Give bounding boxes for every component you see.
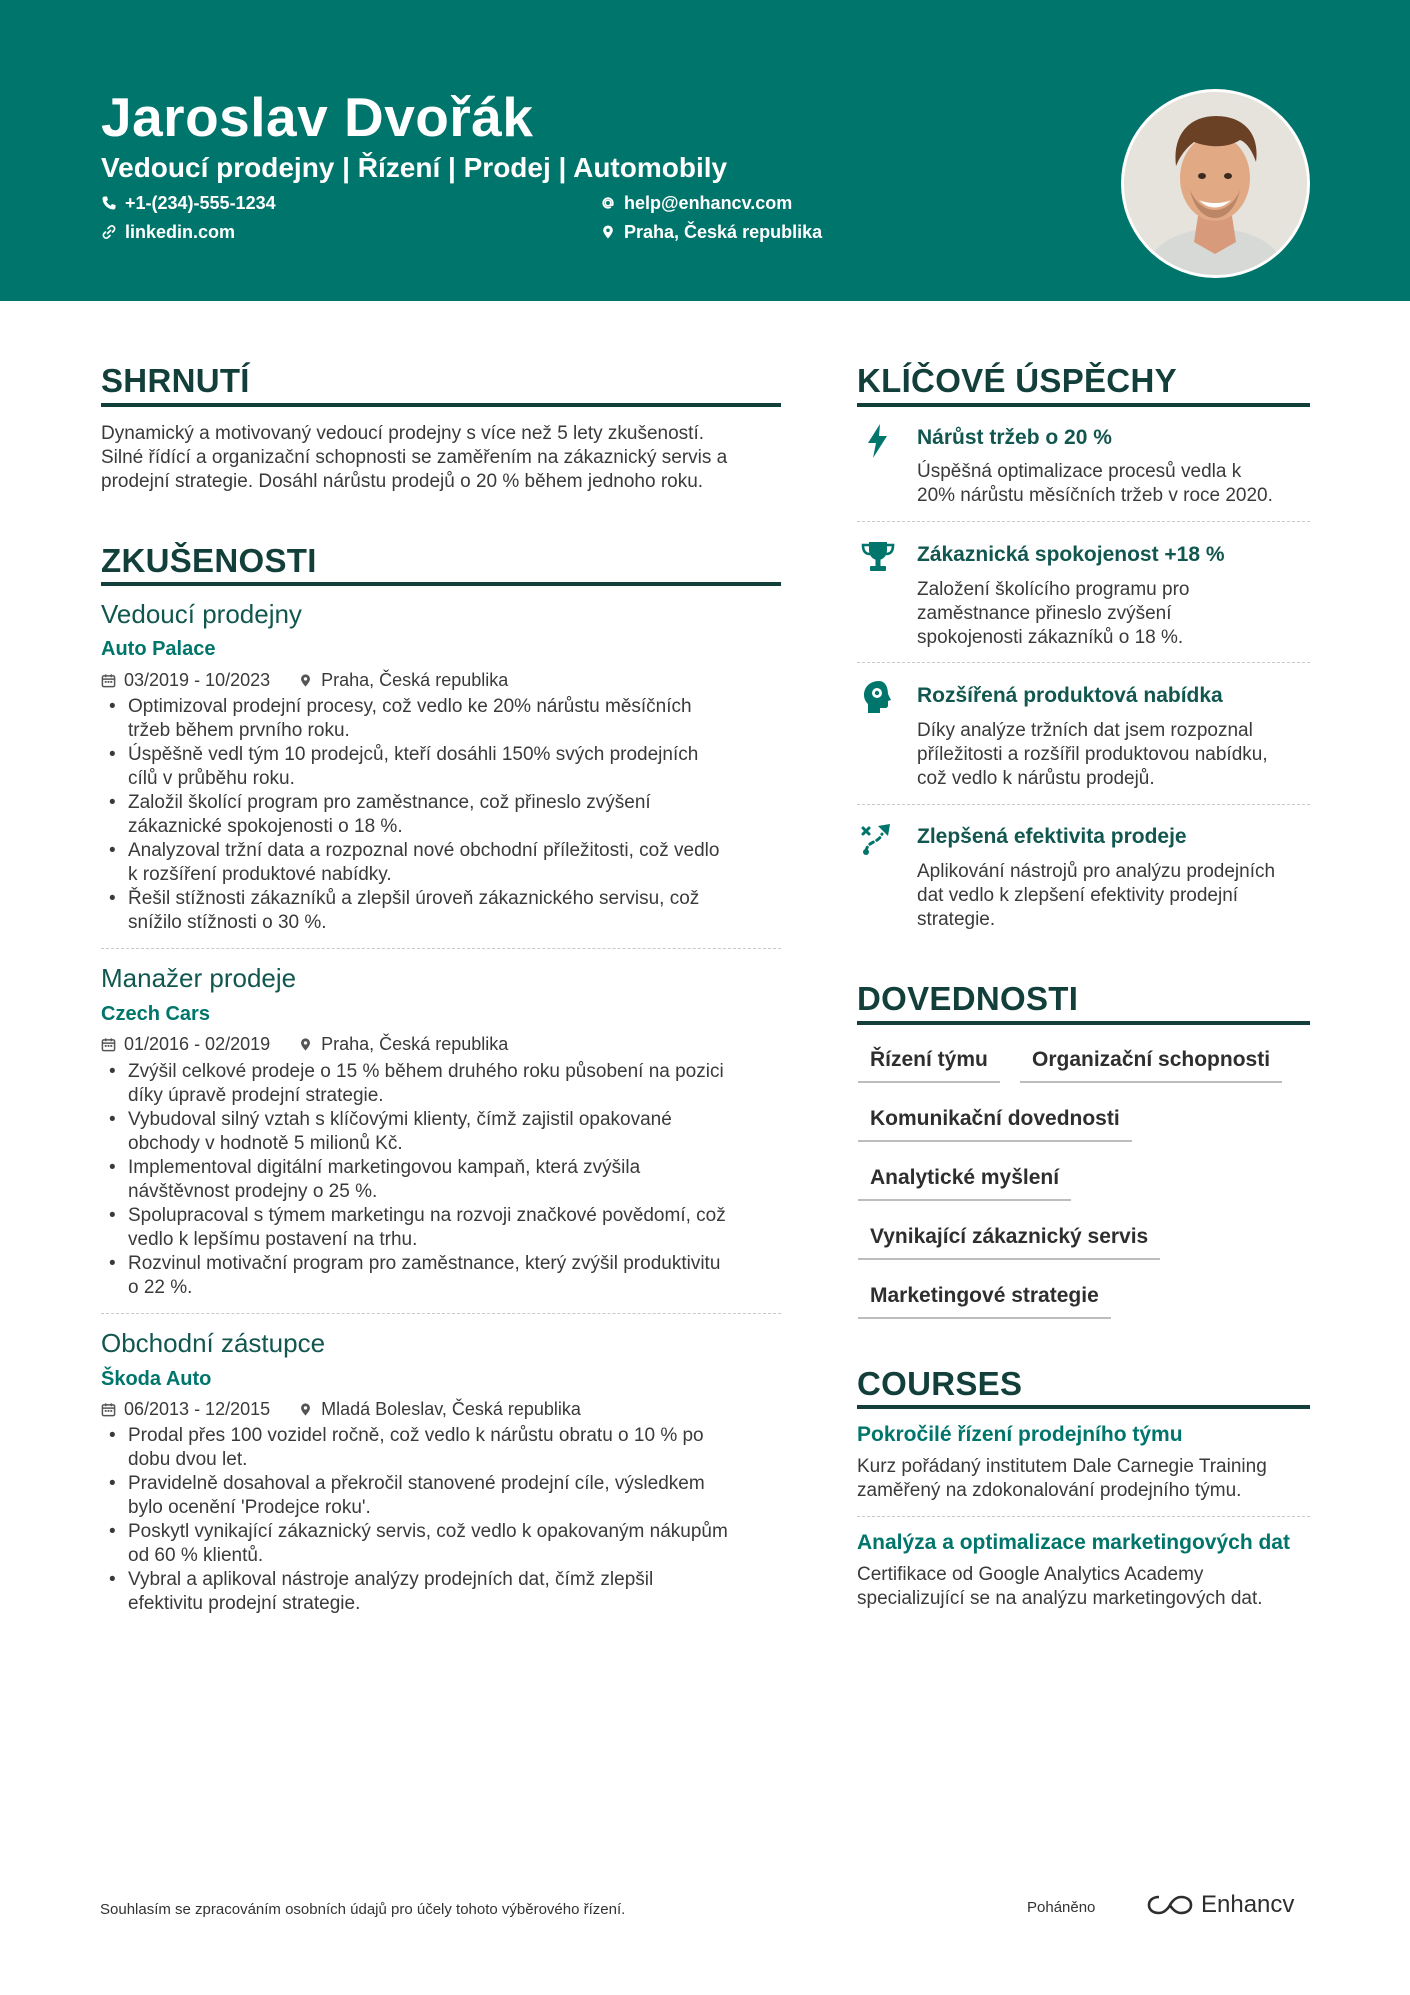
bullet-item: • Poskytl vynikající zákaznický servis, což vedlo k opakovaným nákupům od 60 % klientů.: [101, 1520, 781, 1568]
summary-text: [101, 422, 791, 494]
bullet-item: • Založil školící program pro zaměstnance, což přineslo zvýšení zákaznické spokojenosti o 18 %.: [101, 791, 781, 839]
bullet-item: • Vybudoval silný vztah s klíčovými klienty, čímž zajistil opakované obchody v hodnotě 5 milionů Kč.: [101, 1108, 781, 1156]
location-pin-icon: [600, 224, 616, 240]
summary-line: Silné řídící a organizační schopnosti se zaměřením na zákaznický servis a: [101, 447, 728, 468]
candidate-title: Vedoucí prodejny | Řízení | Prodej | Automobily: [101, 152, 728, 183]
job-title: Manažer prodeje: [101, 963, 297, 993]
bullet-item: • Úspěšně vedl tým 10 prodejců, kteří dosáhli 150% svých prodejních cílů v průběhu roku.: [101, 743, 781, 791]
enhancv-logo[interactable]: [1147, 1890, 1294, 1920]
achievement-title: Zlepšená efektivita prodeje: [917, 825, 1187, 848]
courses-rule: [857, 1405, 1310, 1409]
achievement-title: Zákaznická spokojenost +18 %: [917, 543, 1225, 566]
job-meta: [101, 1032, 536, 1056]
enhancv-logo-icon: [1147, 1893, 1193, 1917]
company-name: Auto Palace: [101, 638, 216, 660]
job-dates: 06/2013 - 12/2015: [124, 1399, 271, 1419]
at-icon: [600, 195, 616, 211]
email-text: help@enhancv.com: [624, 193, 793, 213]
location-text: Praha, Česká republika: [624, 222, 823, 242]
skill-tag: Marketingové strategie: [858, 1283, 1111, 1319]
job-location: Praha, Česká republika: [321, 1034, 509, 1054]
achievement-title: Nárůst tržeb o 20 %: [917, 426, 1112, 449]
course-title: Analýza a optimalizace marketingových dat: [857, 1531, 1290, 1554]
header-banner: [0, 0, 1410, 301]
achievement-divider: [857, 521, 1310, 522]
course-text: Certifikace od Google Analytics Academy specializující se na analýzu marketingových dat.: [857, 1564, 1263, 1609]
bullet-item: • Prodal přes 100 vozidel ročně, což vedlo k nárůstu obratu o 10 % po dobu dvou let.: [101, 1424, 781, 1472]
contact-email[interactable]: [600, 191, 792, 215]
portrait-illustration: [1124, 92, 1307, 275]
bullet-item: • Zvýšil celkové prodeje o 15 % během druhého roku působení na pozici díky úpravě prodejní strategie.: [101, 1060, 781, 1108]
job-title: Vedoucí prodejny: [101, 599, 302, 629]
achievement-text: Díky analýze tržních dat jsem rozpoznal příležitosti a rozšířil produktovou nabídku, což vedlo k nárůstu prodejů.: [917, 720, 1268, 789]
skill-tag: Komunikační dovednosti: [858, 1106, 1132, 1142]
bullet-item: • Řešil stížnosti zákazníků a zlepšil úroveň zákaznického servisu, což snížilo stížnosti o 30 %.: [101, 887, 781, 935]
phone-icon: [101, 195, 117, 211]
job-title: Obchodní zástupce: [101, 1328, 326, 1358]
job-divider: [101, 948, 781, 949]
location-pin-icon: [298, 1037, 313, 1052]
head-idea-icon: [858, 677, 898, 717]
bullet-item: • Pravidelně dosahoval a překročil stanovené prodejní cíle, výsledkem bylo ocenění 'Prodejce roku'.: [101, 1472, 781, 1520]
contact-location: [600, 220, 822, 244]
contact-linkedin[interactable]: [101, 220, 235, 244]
job-bullets: [101, 1060, 781, 1300]
skill-tag: Vynikající zákaznický servis: [858, 1224, 1160, 1260]
summary-line: Dynamický a motivovaný vedoucí prodejny s více než 5 lety zkušeností.: [101, 423, 704, 444]
powered-by-label: Poháněno: [1027, 1899, 1096, 1916]
job-location: Mladá Boleslav, Česká republika: [321, 1399, 581, 1419]
calendar-icon: [101, 673, 116, 688]
job-bullets: [101, 1424, 781, 1616]
bullet-item: • Analyzoval tržní data a rozpoznal nové obchodní příležitosti, což vedlo k rozšíření produktové nabídky.: [101, 839, 781, 887]
company-name: Czech Cars: [101, 1003, 210, 1025]
job-dates: 03/2019 - 10/2023: [124, 670, 271, 690]
achievement-text: Založení školícího programu pro zaměstnance přineslo zvýšení spokojenosti zákazníků o 18 %.: [917, 579, 1190, 648]
location-pin-icon: [298, 673, 313, 688]
achievement-title: Rozšířená produktová nabídka: [917, 684, 1223, 707]
candidate-name: Jaroslav Dvořák: [101, 86, 534, 148]
achievements-heading: KLÍČOVÉ ÚSPĚCHY: [857, 362, 1177, 399]
company-name: Škoda Auto: [101, 1368, 212, 1390]
consent-note: Souhlasím se zpracováním osobních údajů pro účely tohoto výběrového řízení.: [100, 1901, 626, 1918]
summary-line: prodejní strategie. Dosáhl nárůstu prodejů o 20 % během jednoho roku.: [101, 471, 704, 492]
bullet-item: • Vybral a aplikoval nástroje analýzy prodejních dat, čímž zlepšil efektivitu prodejní strategie.: [101, 1568, 781, 1616]
bullet-item: • Rozvinul motivační program pro zaměstnance, který zvýšil produktivitu o 22 %.: [101, 1252, 781, 1300]
calendar-icon: [101, 1402, 116, 1417]
linkedin-text: linkedin.com: [125, 222, 236, 242]
course-text: Kurz pořádaný institutem Dale Carnegie Training zaměřený na zdokonalování prodejního týmu.: [857, 1456, 1267, 1501]
achievement-text: Aplikování nástrojů pro analýzu prodejních dat vedlo k zlepšení efektivity prodejní strategie.: [917, 861, 1276, 930]
summary-heading: SHRNUTÍ: [101, 362, 250, 399]
trophy-icon: [858, 536, 898, 576]
course-divider: [857, 1516, 1310, 1517]
brand-name: Enhancv: [1201, 1891, 1295, 1918]
job-bullets: [101, 695, 781, 935]
job-location: Praha, Česká republika: [321, 670, 509, 690]
job-meta: [101, 668, 536, 692]
achievement-divider: [857, 662, 1310, 663]
phone-text: +1-(234)-555-1234: [125, 193, 276, 213]
experience-rule: [101, 582, 781, 586]
job-dates: 01/2016 - 02/2019: [124, 1034, 271, 1054]
experience-heading: ZKUŠENOSTI: [101, 542, 317, 579]
skills-rule: [857, 1021, 1310, 1025]
achievements-rule: [857, 403, 1310, 407]
location-pin-icon: [298, 1402, 313, 1417]
skills-heading: DOVEDNOSTI: [857, 980, 1079, 1017]
achievement-text: Úspěšná optimalizace procesů vedla k 20% nárůstu měsíčních tržeb v roce 2020.: [917, 461, 1273, 506]
courses-heading: COURSES: [857, 1365, 1023, 1402]
bullet-item: • Implementoval digitální marketingovou kampaň, která zvýšila návštěvnost prodejny o 25 %.: [101, 1156, 781, 1204]
skill-tag: Analytické myšlení: [858, 1165, 1071, 1201]
summary-rule: [101, 403, 781, 407]
lightning-icon: [858, 420, 898, 460]
course-title: Pokročilé řízení prodejního týmu: [857, 1423, 1183, 1446]
bullet-item: • Spolupracoval s týmem marketingu na rozvoji značkové povědomí, což vedlo k lepšímu postavení na trhu.: [101, 1204, 781, 1252]
bullet-item: • Optimizoval prodejní procesy, což vedlo ke 20% nárůstu měsíčních tržeb během prvního roku.: [101, 695, 781, 743]
job-meta: [101, 1397, 609, 1421]
skill-tag: Řízení týmu: [858, 1047, 1000, 1083]
achievement-divider: [857, 804, 1310, 805]
contact-phone[interactable]: [101, 191, 276, 215]
link-icon: [101, 224, 117, 240]
strategy-icon: [858, 818, 898, 858]
calendar-icon: [101, 1037, 116, 1052]
skill-tag: Organizační schopnosti: [1020, 1047, 1282, 1083]
job-divider: [101, 1313, 781, 1314]
profile-photo: [1121, 89, 1310, 278]
